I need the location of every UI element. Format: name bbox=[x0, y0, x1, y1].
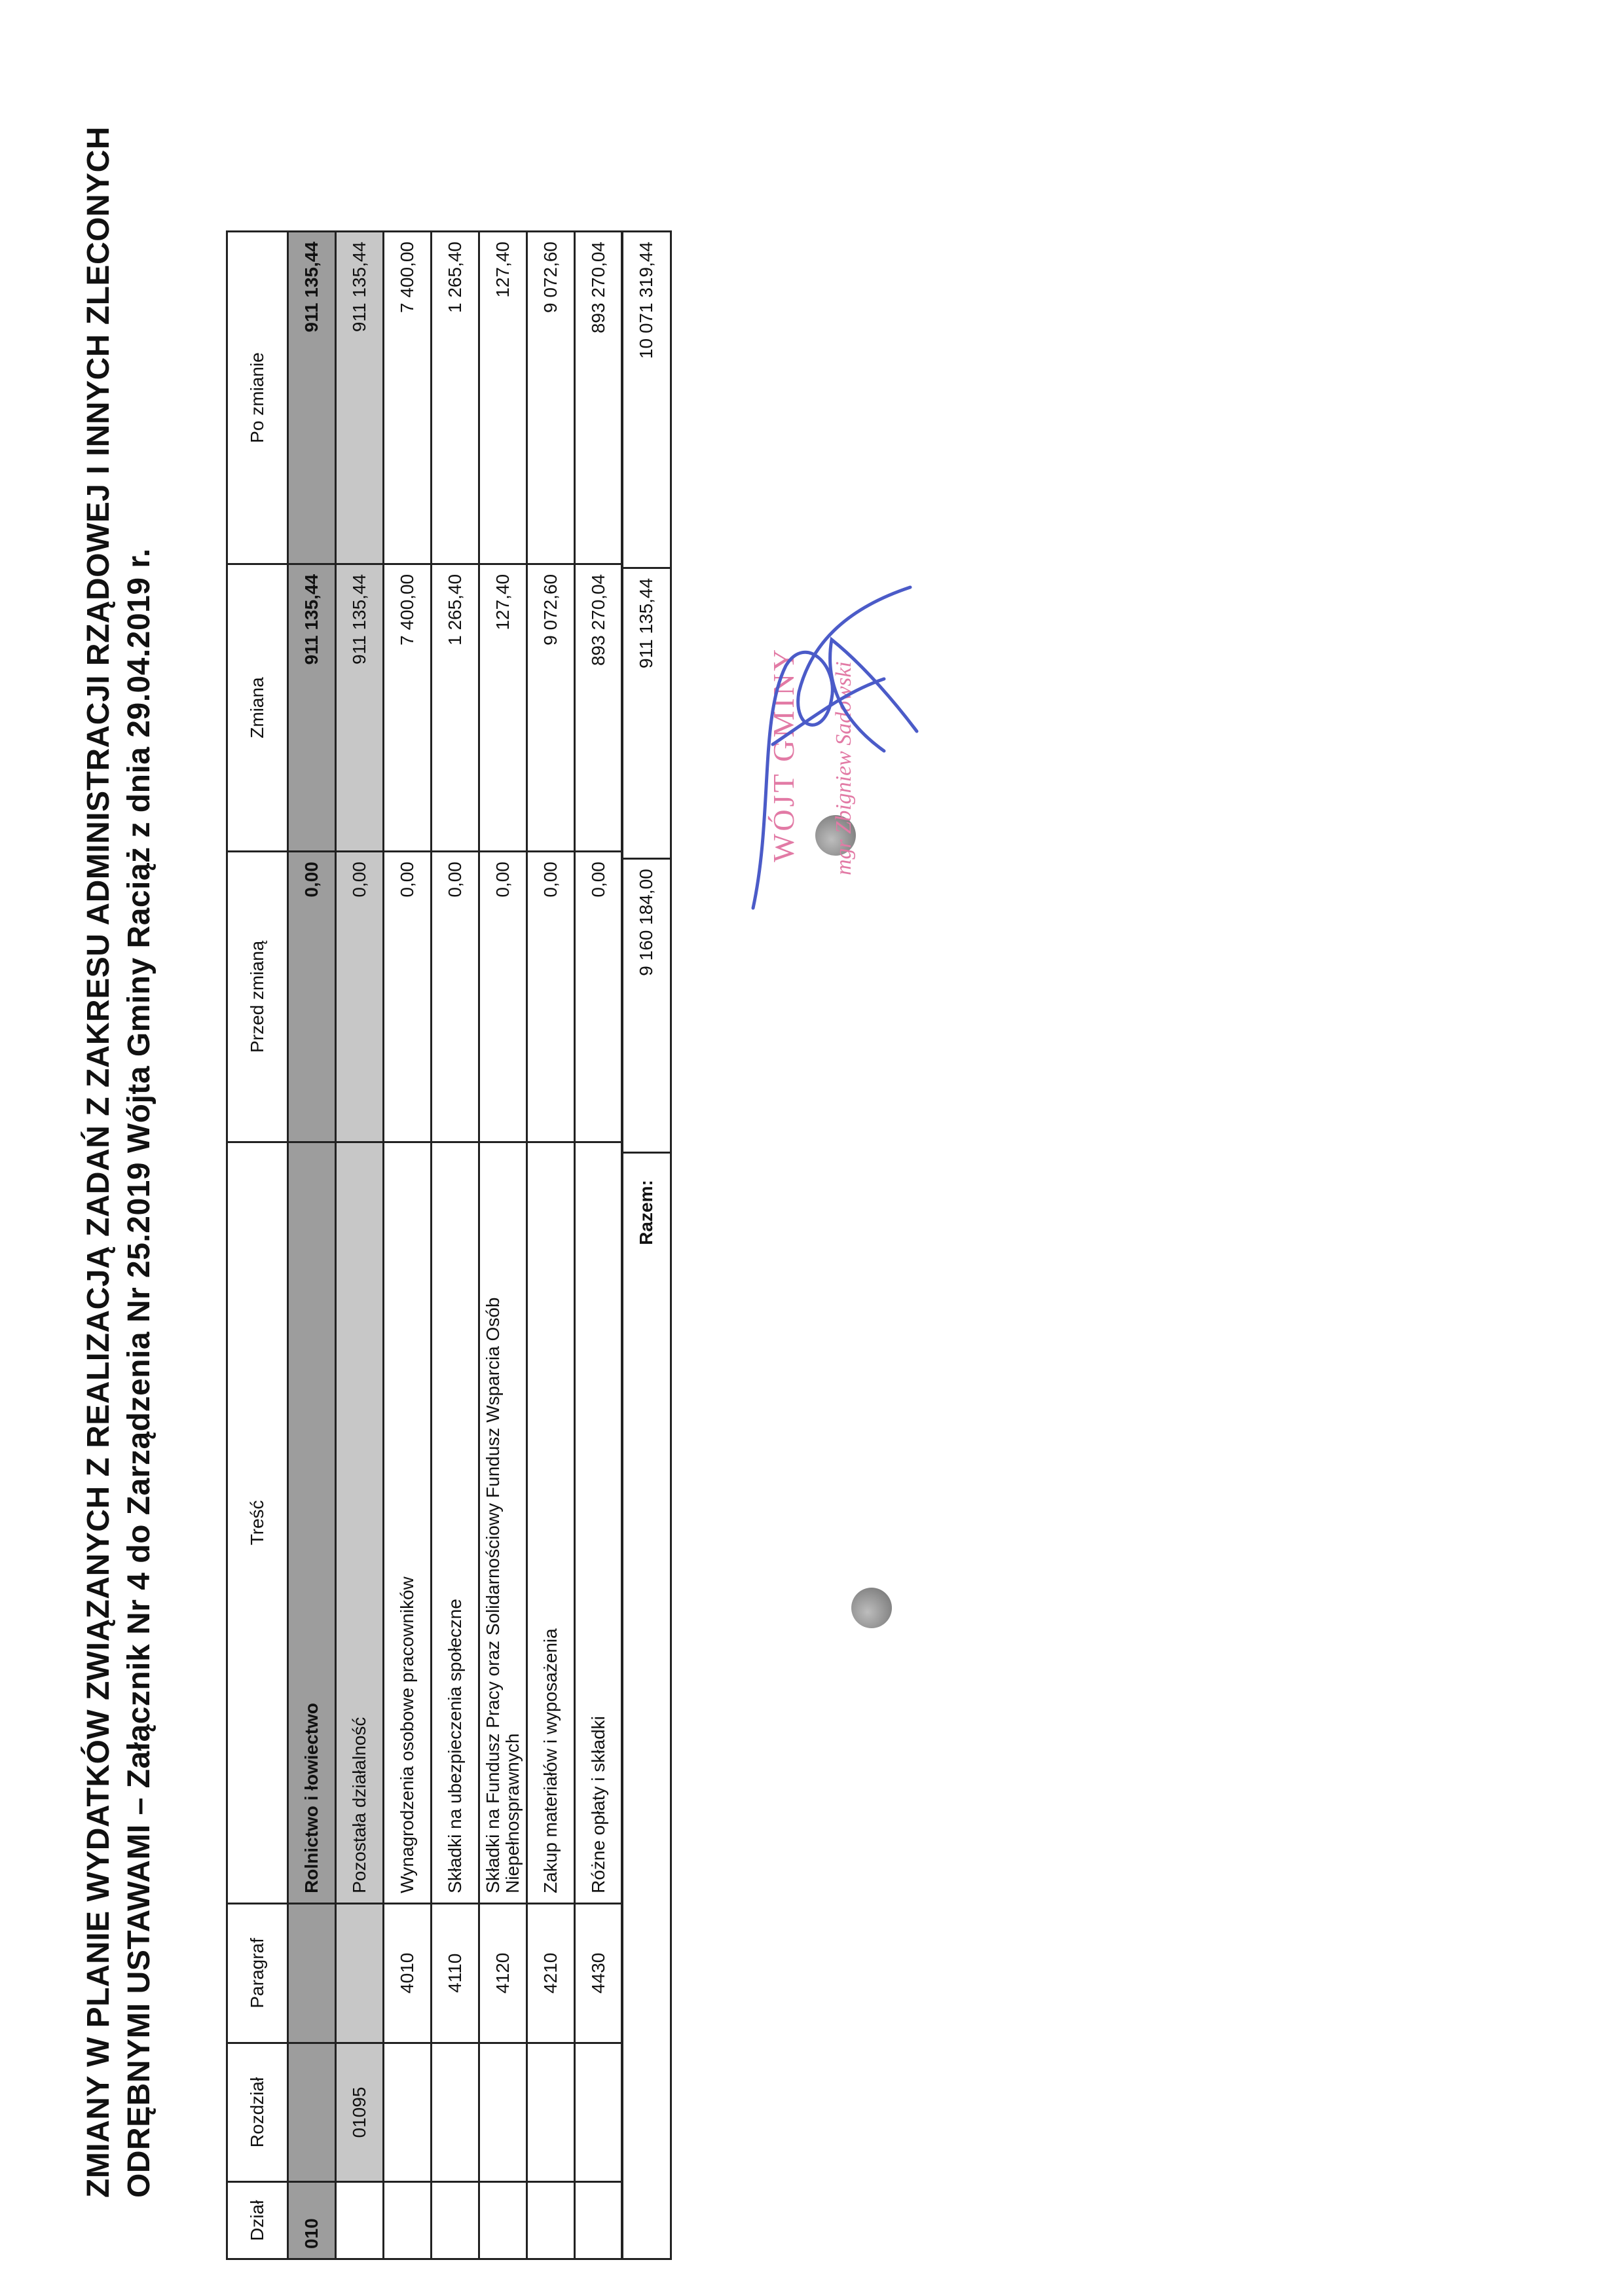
stamp-title: WÓJT GMINY bbox=[767, 646, 800, 862]
cell-rozdzial bbox=[288, 2043, 336, 2182]
cell-zmiana: 893 270,04 bbox=[575, 564, 623, 851]
cell-paragraf: 4110 bbox=[432, 1903, 479, 2043]
cell-paragraf: 4120 bbox=[479, 1903, 527, 2043]
cell-rozdzial bbox=[479, 2043, 527, 2182]
document-title bbox=[79, 103, 160, 2198]
table-row-rozdzial bbox=[336, 232, 384, 2259]
cell-dzial bbox=[384, 2182, 432, 2259]
summary-table bbox=[621, 230, 672, 2260]
cell-zmiana: 7 400,00 bbox=[384, 564, 432, 851]
cell-rozdzial bbox=[575, 2043, 623, 2182]
table-row bbox=[384, 232, 432, 2259]
cell-zmiana: 911 135,44 bbox=[336, 564, 384, 851]
cell-dzial bbox=[432, 2182, 479, 2259]
handwritten-signature bbox=[733, 574, 930, 915]
cell-przed: 0,00 bbox=[479, 852, 527, 1142]
cell-tresc: Wynagrodzenia osobowe pracowników bbox=[384, 1142, 432, 1903]
cell-po: 127,40 bbox=[479, 232, 527, 564]
cell-tresc: Rolnictwo i łowiectwo bbox=[288, 1142, 336, 1903]
cell-po: 911 135,44 bbox=[336, 232, 384, 564]
cell-zmiana: 9 072,60 bbox=[527, 564, 575, 851]
cell-paragraf: 4210 bbox=[527, 1903, 575, 2043]
cell-zmiana: 1 265,40 bbox=[432, 564, 479, 851]
cell-tresc: Różne opłaty i składki bbox=[575, 1142, 623, 1903]
cell-dzial bbox=[575, 2182, 623, 2259]
cell-zmiana: 911 135,44 bbox=[288, 564, 336, 851]
summary-po: 10 071 319,44 bbox=[622, 232, 671, 568]
cell-przed: 0,00 bbox=[384, 852, 432, 1142]
cell-rozdzial: 01095 bbox=[336, 2043, 384, 2182]
punch-hole-left bbox=[851, 1588, 892, 1628]
cell-paragraf: 4430 bbox=[575, 1903, 623, 2043]
header-przed-zmiana: Przed zmianą bbox=[227, 852, 288, 1142]
summary-label: Razem: bbox=[622, 1153, 671, 2259]
cell-paragraf bbox=[288, 1903, 336, 2043]
summary-przed: 9 160 184,00 bbox=[622, 859, 671, 1153]
stamp-name: mgr Zbigniew Sadowski bbox=[832, 661, 856, 875]
title-line-1: ZMIANY W PLANIE WYDATKÓW ZWIĄZANYCH Z REALIZACJĄ ZADAŃ Z ZAKRESU ADMINISTRACJI RZĄDOWEJ I INNYCH ZLECONYCH bbox=[81, 126, 116, 2198]
cell-rozdzial bbox=[527, 2043, 575, 2182]
cell-po: 9 072,60 bbox=[527, 232, 575, 564]
cell-przed: 0,00 bbox=[527, 852, 575, 1142]
title-line-2: ODRĘBNYMI USTAWAMI – Załącznik Nr 4 do Zarządzenia Nr 25.2019 Wójta Gminy Raciąż z dnia 29.04.2019 r. bbox=[122, 548, 157, 2198]
cell-tresc: Pozostała działalność bbox=[336, 1142, 384, 1903]
table-header-row bbox=[227, 232, 288, 2259]
cell-zmiana: 127,40 bbox=[479, 564, 527, 851]
expenditure-table bbox=[226, 230, 623, 2260]
table-row bbox=[432, 232, 479, 2259]
cell-tresc: Składki na Fundusz Pracy oraz Solidarnościowy Fundusz Wsparcia Osób Niepełnosprawnych bbox=[479, 1142, 527, 1903]
table-row-dzial bbox=[288, 232, 336, 2259]
header-paragraf: Paragraf bbox=[227, 1903, 288, 2043]
cell-po: 1 265,40 bbox=[432, 232, 479, 564]
cell-tresc: Składki na ubezpieczenia społeczne bbox=[432, 1142, 479, 1903]
header-dzial: Dział bbox=[227, 2182, 288, 2259]
cell-po: 7 400,00 bbox=[384, 232, 432, 564]
cell-paragraf: 4010 bbox=[384, 1903, 432, 2043]
cell-przed: 0,00 bbox=[575, 852, 623, 1142]
cell-przed: 0,00 bbox=[432, 852, 479, 1142]
table-row bbox=[479, 232, 527, 2259]
table-row bbox=[575, 232, 623, 2259]
cell-po: 911 135,44 bbox=[288, 232, 336, 564]
cell-tresc: Zakup materiałów i wyposażenia bbox=[527, 1142, 575, 1903]
summary-row bbox=[622, 232, 671, 2259]
cell-po: 893 270,04 bbox=[575, 232, 623, 564]
cell-paragraf bbox=[336, 1903, 384, 2043]
cell-dzial bbox=[336, 2182, 384, 2259]
cell-dzial bbox=[479, 2182, 527, 2259]
header-po-zmianie: Po zmianie bbox=[227, 232, 288, 564]
header-rozdzial: Rozdział bbox=[227, 2043, 288, 2182]
cell-rozdzial bbox=[432, 2043, 479, 2182]
cell-dzial: 010 bbox=[288, 2182, 336, 2259]
header-zmiana: Zmiana bbox=[227, 564, 288, 851]
cell-dzial bbox=[527, 2182, 575, 2259]
cell-rozdzial bbox=[384, 2043, 432, 2182]
cell-przed: 0,00 bbox=[288, 852, 336, 1142]
table-row bbox=[527, 232, 575, 2259]
cell-przed: 0,00 bbox=[336, 852, 384, 1142]
summary-zmiana: 911 135,44 bbox=[622, 568, 671, 858]
header-tresc: Treść bbox=[227, 1142, 288, 1903]
